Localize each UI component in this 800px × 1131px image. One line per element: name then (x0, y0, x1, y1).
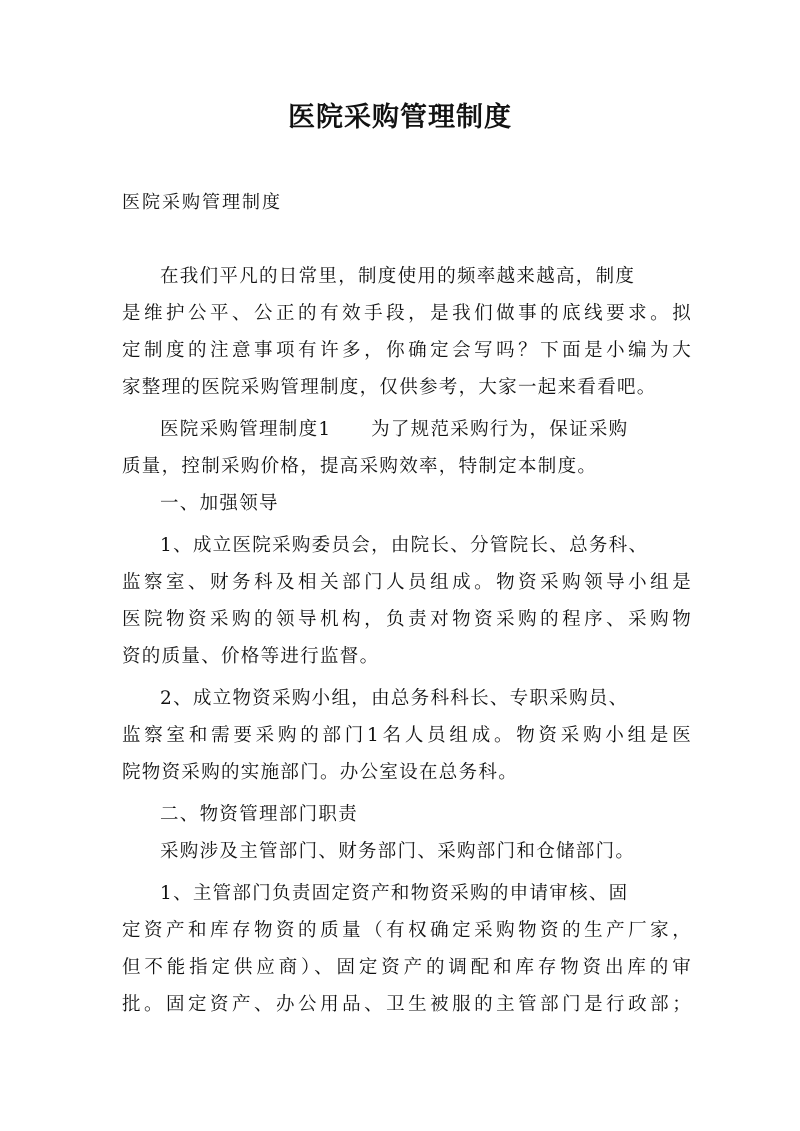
body-line: 定制度的注意事项有许多，你确定会写吗？下面是小编为大 (122, 340, 692, 361)
body-line: 但不能指定供应商）、固定资产的调配和库存物资出库的审 (122, 957, 692, 978)
body-line: 医院采购管理制度1 为了规范采购行为，保证采购 (160, 419, 629, 440)
body-line: 院物资采购的实施部门。办公室设在总务科。 (122, 762, 519, 783)
body-line: 资的质量、价格等进行监督。 (122, 646, 380, 667)
body-line: 在我们平凡的日常里，制度使用的频率越来越高，制度 (160, 266, 636, 287)
body-line: 质量，控制采购价格，提高采购效率，特制定本制度。 (122, 456, 598, 477)
section-heading: 一、加强领导 (160, 493, 279, 514)
body-line: 1、成立医院采购委员会，由院长、分管院长、总务科、 (160, 535, 649, 556)
body-line: 1、主管部门负责固定资产和物资采购的申请审核、固 (160, 883, 629, 904)
body-line: 监察室和需要采购的部门1名人员组成。物资采购小组是医 (122, 725, 692, 746)
body-line: 采购涉及主管部门、财务部门、采购部门和仓储部门。 (160, 841, 636, 862)
section-heading: 二、物资管理部门职责 (160, 804, 359, 825)
document-title: 医院采购管理制度 (288, 102, 512, 133)
body-line: 是维护公平、公正的有效手段，是我们做事的底线要求。拟 (122, 303, 692, 324)
body-line: 医院物资采购的领导机构，负责对物资采购的程序、采购物 (122, 609, 692, 630)
body-line: 批。固定资产、办公用品、卫生被服的主管部门是行政部； (122, 994, 692, 1015)
body-line: 2、成立物资采购小组，由总务科科长、专职采购员、 (160, 688, 629, 709)
body-line: 定资产和库存物资的质量（有权确定采购物资的生产厂家， (122, 920, 692, 941)
document-subtitle: 医院采购管理制度 (122, 192, 282, 213)
body-line: 家整理的医院采购管理制度，仅供参考，大家一起来看看吧。 (122, 377, 657, 398)
body-line: 监察室、财务科及相关部门人员组成。物资采购领导小组是 (122, 572, 692, 593)
